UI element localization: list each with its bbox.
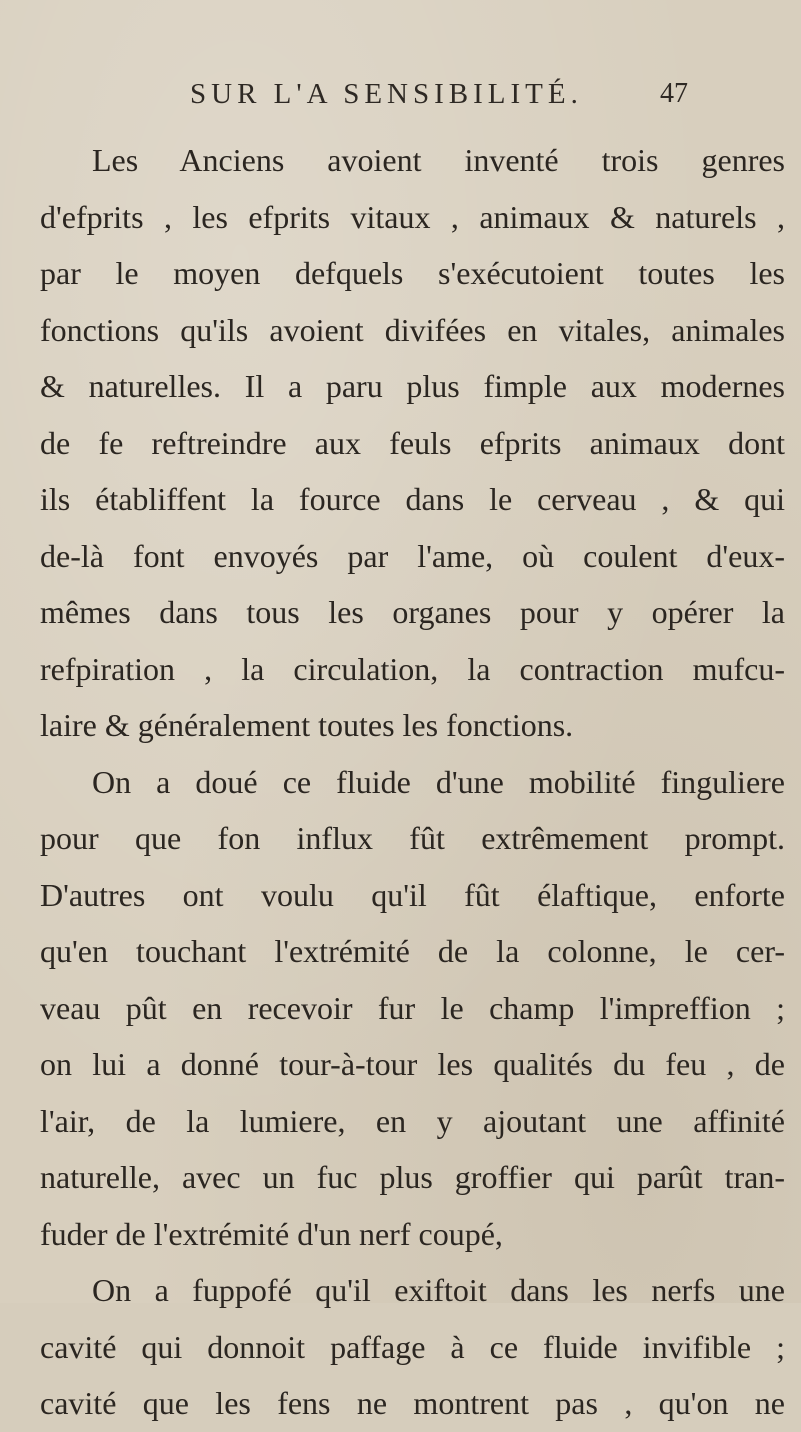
text-line: veau pût en recevoir fur le champ l'impreffion ;	[40, 989, 785, 1026]
text-line: cavité que les fens ne montrent pas , qu'on ne	[40, 1385, 785, 1421]
text-line: d'efprits , les efprits vitaux , animaux & naturels ,	[40, 198, 785, 235]
text-line: laire & généralement toutes les fonctions.	[40, 707, 574, 743]
text-line: ils établiffent la fource dans le cerveau , & qui	[40, 481, 785, 517]
text-line: mêmes dans tous les organes pour y opérer la	[40, 594, 785, 630]
text-line: fuder de l'extrémité d'un nerf coupé,	[40, 1215, 503, 1252]
text-line: de fe reftreindre aux feuls efprits animaux dont	[40, 424, 785, 461]
text-line: naturelle, avec un fuc plus groffier qui parût tran-	[40, 1159, 785, 1195]
text-line: On a fuppofé qu'il exiftoit dans les nerfs une	[92, 1272, 785, 1308]
text-line: l'air, de la lumiere, en y ajoutant une affinité	[40, 1102, 785, 1139]
text-line: qu'en touchant l'extrémité de la colonne, le cer-	[40, 933, 785, 969]
text-line: de-là font envoyés par l'ame, où coulent d'eux-	[40, 537, 785, 574]
text-line: pour que fon influx fût extrêmement prompt.	[40, 820, 785, 856]
text-line: Les Anciens avoient inventé trois genres	[92, 142, 785, 178]
text-line: fonctions qu'ils avoient divifées en vitales, animales	[40, 311, 785, 348]
text-line: par le moyen defquels s'exécutoient toutes les	[40, 255, 785, 291]
text-line: & naturelles. Il a paru plus fimple aux modernes	[40, 368, 785, 404]
running-head: SUR L'A SENSIBILITÉ.	[190, 78, 583, 110]
text-line: D'autres ont voulu qu'il fût élaftique, enforte	[40, 876, 785, 913]
page-number: 47	[660, 78, 688, 109]
text-line: on lui a donné tour-à-tour les qualités du feu , de	[40, 1046, 785, 1082]
text-line: refpiration , la circulation, la contraction mufcu-	[40, 650, 785, 687]
text-line: cavité qui donnoit paffage à ce fluide invifible ;	[40, 1328, 785, 1365]
body-text	[40, 132, 785, 1432]
text-line: On a doué ce fluide d'une mobilité finguliere	[92, 763, 785, 800]
